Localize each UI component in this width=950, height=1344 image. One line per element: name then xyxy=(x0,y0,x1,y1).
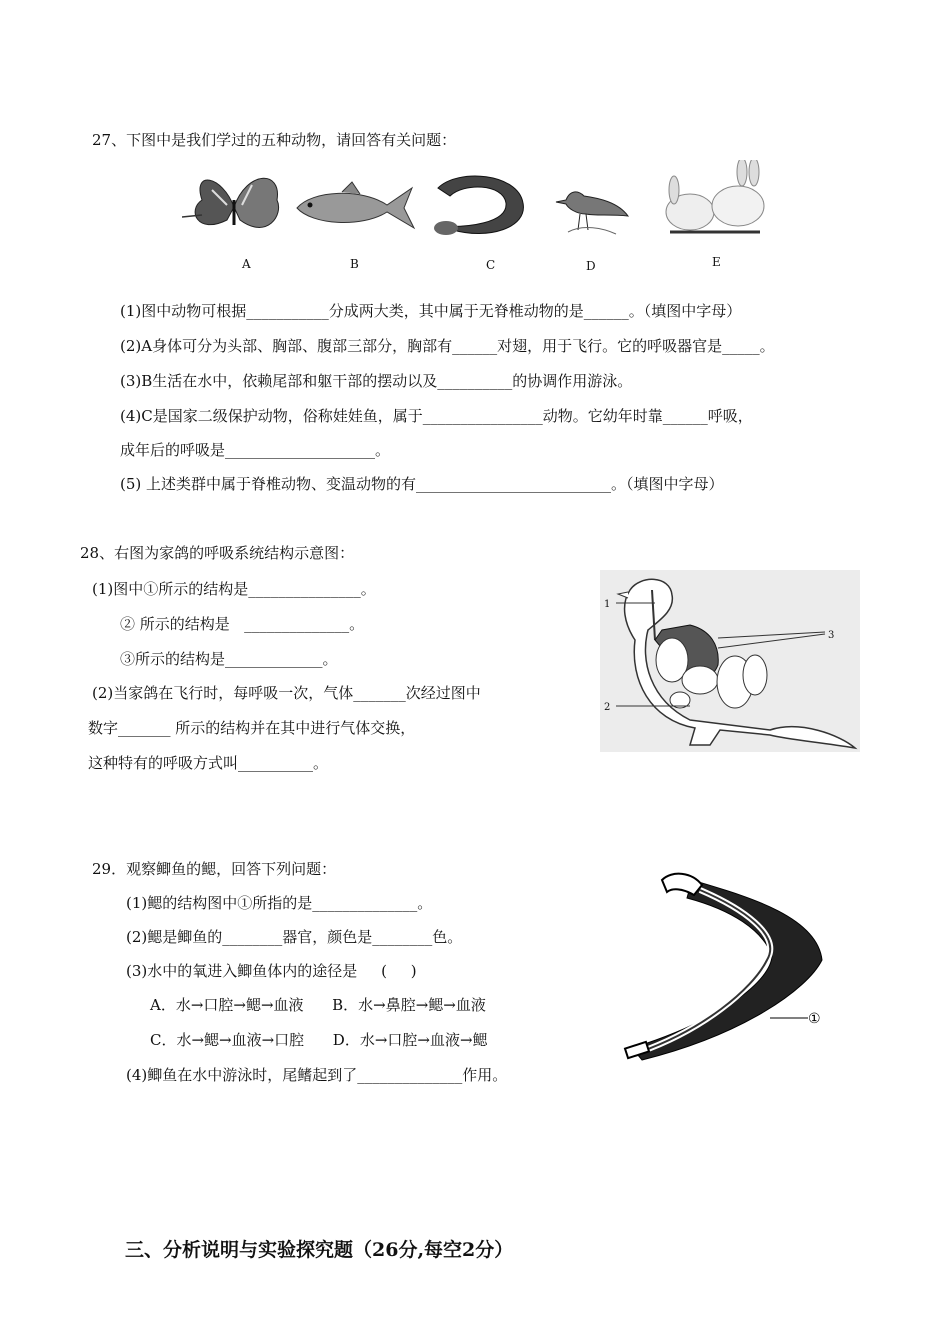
pigeon-label-3: 3 xyxy=(828,630,835,641)
pigeon-respiratory-diagram xyxy=(600,570,860,752)
q27-line-4: (4)C是国家二级保护动物，俗称娃娃鱼，属于________________动物。它幼年时靠______呼吸， xyxy=(120,407,753,425)
pigeon-label-1: 1 xyxy=(604,599,611,610)
fish-gill-diagram xyxy=(622,860,837,1070)
q28-line-3: ③所示的结构是_____________。 xyxy=(120,650,338,668)
q27-line-5: 成年后的呼吸是____________________。 xyxy=(120,441,391,459)
q29-line-3: (3)水中的氧进入鲫鱼体内的途径是 ( ) xyxy=(126,962,417,980)
q27-line-3: (3)B生活在水中，依赖尾部和躯干部的摆动以及__________的协调作用游泳。 xyxy=(120,372,633,390)
q29-line-1: (1)鳃的结构图中①所指的是______________。 xyxy=(126,894,433,912)
q27-line-1: (1)图中动物可根据___________分成两大类，其中属于无脊椎动物的是______。（填图中字母） xyxy=(120,302,742,320)
rabbit-figure xyxy=(660,160,770,240)
label-d: D xyxy=(586,259,596,273)
butterfly-figure xyxy=(182,165,287,250)
q28-line-6: 这种特有的呼吸方式叫__________。 xyxy=(88,754,329,772)
q28-title: 28、右图为家鸽的呼吸系统结构示意图： xyxy=(80,544,355,562)
label-c: C xyxy=(486,258,496,272)
fish-figure xyxy=(292,180,417,235)
salamander-figure xyxy=(428,168,533,243)
q28-line-1: (1)图中①所示的结构是_______________。 xyxy=(92,580,376,598)
q29-option-cd: C．水→鳃→血液→口腔 D．水→口腔→血液→鳃 xyxy=(150,1031,488,1049)
q27-line-2: (2)A身体可分为头部、胸部、腹部三部分，胸部有______对翅，用于飞行。它的呼吸器官是_____。 xyxy=(120,337,775,355)
q29-option-ab: A．水→口腔→鳃→血液 B．水→鼻腔→鳃→血液 xyxy=(150,996,486,1014)
q29-title: 29．观察鲫鱼的鳃，回答下列问题： xyxy=(92,860,337,878)
q28-line-5: 数字_______ 所示的结构并在其中进行气体交换， xyxy=(88,719,416,737)
q28-line-2: ② 所示的结构是 ______________。 xyxy=(120,615,365,633)
q29-line-2: (2)鳃是鲫鱼的________器官，颜色是________色。 xyxy=(126,928,463,946)
label-b: B xyxy=(350,257,359,271)
gill-label-1: ① xyxy=(808,1011,821,1027)
section3-heading: 三、分析说明与实验探究题（26分,每空2分） xyxy=(125,1239,514,1261)
q28-line-4: (2)当家鸽在飞行时，每呼吸一次，气体_______次经过图中 xyxy=(92,684,481,702)
pigeon-label-2: 2 xyxy=(604,702,611,713)
q27-line-6: (5) 上述类群中属于脊椎动物、变温动物的有__________________________。（填图中字母） xyxy=(120,475,724,493)
q29-line-4: (4)鲫鱼在水中游泳时，尾鳍起到了______________作用。 xyxy=(126,1066,508,1084)
bird-figure xyxy=(548,172,630,240)
label-e: E xyxy=(712,255,721,269)
q27-title: 27、下图中是我们学过的五种动物，请回答有关问题： xyxy=(92,131,457,149)
label-a: A xyxy=(242,257,251,271)
